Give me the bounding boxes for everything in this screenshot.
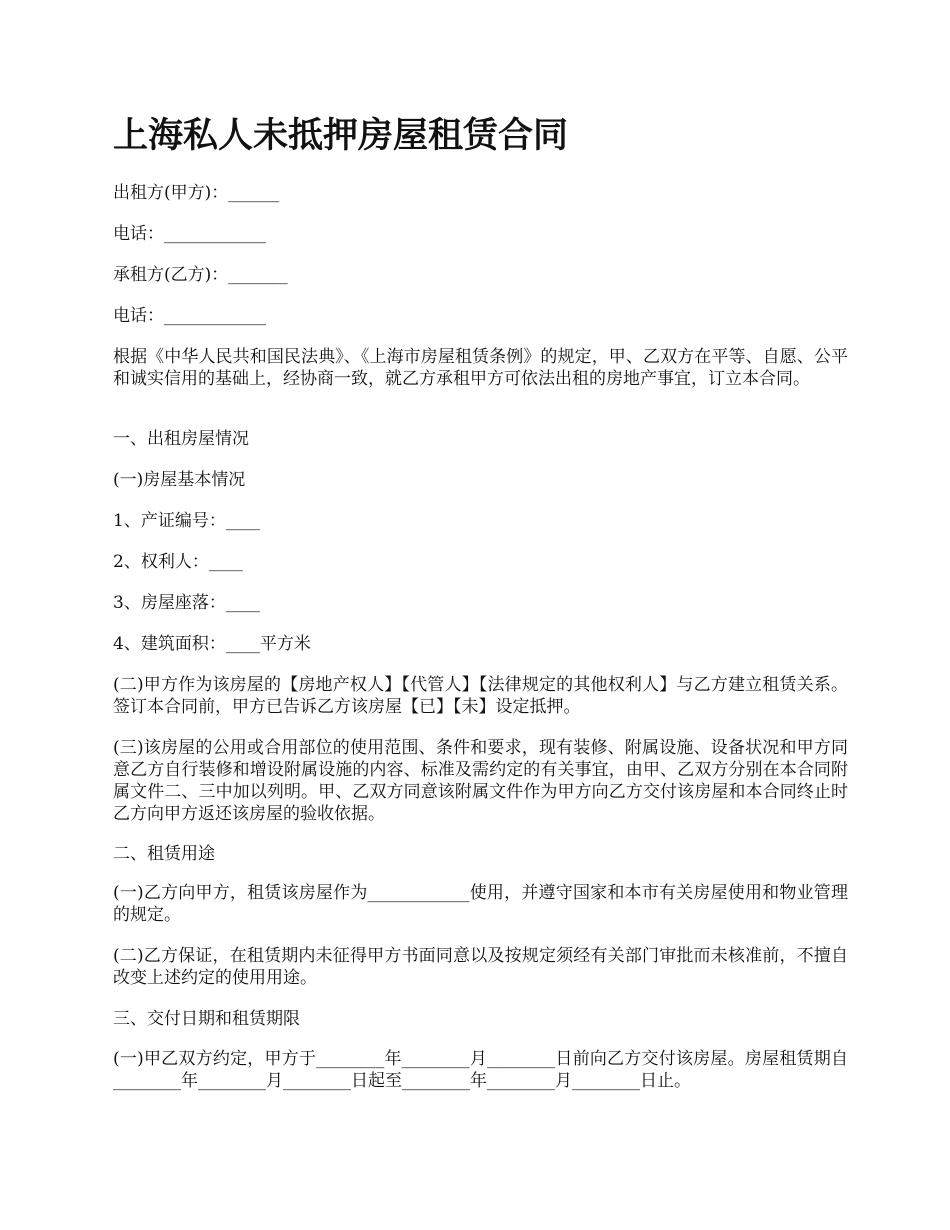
clause-paragraph: (一)乙方向甲方，租赁该房屋作为____________使用，并遵守国家和本市有关房屋使用和物业管理的规定。: [113, 883, 848, 925]
section-heading: 一、出租房屋情况: [113, 429, 249, 449]
clause-paragraph: (二)甲方作为该房屋的【房地产权人】【代管人】【法律规定的其他权利人】与乙方建立租赁关系。签订本合同前，甲方已告诉乙方该房屋【已】【未】设定抵押。: [113, 675, 848, 717]
clause-paragraph: (一)甲乙双方约定，甲方于________年________月________日前向乙方交付该房屋。房屋租赁期自________年________月________日起至________年________月________日止。: [113, 1049, 848, 1091]
lessee-line: 承租方(乙方)：_______: [113, 265, 288, 285]
lessee-phone-line: 电话：____________: [113, 306, 266, 326]
clause-paragraph: (三)该房屋的公用或合用部位的使用范围、条件和要求，现有装修、附属设施、设备状况和甲方同意乙方自行装修和增设附属设施的内容、标准及需约定的有关事宜，由甲、乙双方分别在本合同附属文件二、三中加以列明。甲、乙双方同意该附属文件作为甲方向乙方交付该房屋和本合同终止时乙方向甲方返还该房屋的验收依据。: [113, 738, 848, 824]
list-item: 2、权利人：____: [113, 552, 243, 572]
section-heading: 二、租赁用途: [113, 844, 215, 864]
lessor-line: 出租方(甲方)：______: [113, 183, 280, 203]
list-item: 3、房屋座落：____: [113, 593, 260, 613]
clause-paragraph: (二)乙方保证，在租赁期内未征得甲方书面同意以及按规定须经有关部门审批而未核准前，不擅自改变上述约定的使用用途。: [113, 946, 848, 988]
section-heading: 三、交付日期和租赁期限: [113, 1009, 300, 1029]
document-title: 上海私人未抵押房屋租赁合同: [113, 115, 569, 156]
list-item: 1、产证编号：____: [113, 511, 260, 531]
preamble-paragraph: 根据《中华人民共和国民法典》、《上海市房屋租赁条例》的规定，甲、乙双方在平等、自愿、公平和诚实信用的基础上，经协商一致，就乙方承租甲方可依法出租的房地产事宜，订立本合同。: [113, 347, 848, 389]
list-item: 4、建筑面积：____平方米: [113, 634, 311, 654]
lessor-phone-line: 电话：____________: [113, 224, 266, 244]
subsection-heading: (一)房屋基本情况: [113, 470, 246, 490]
